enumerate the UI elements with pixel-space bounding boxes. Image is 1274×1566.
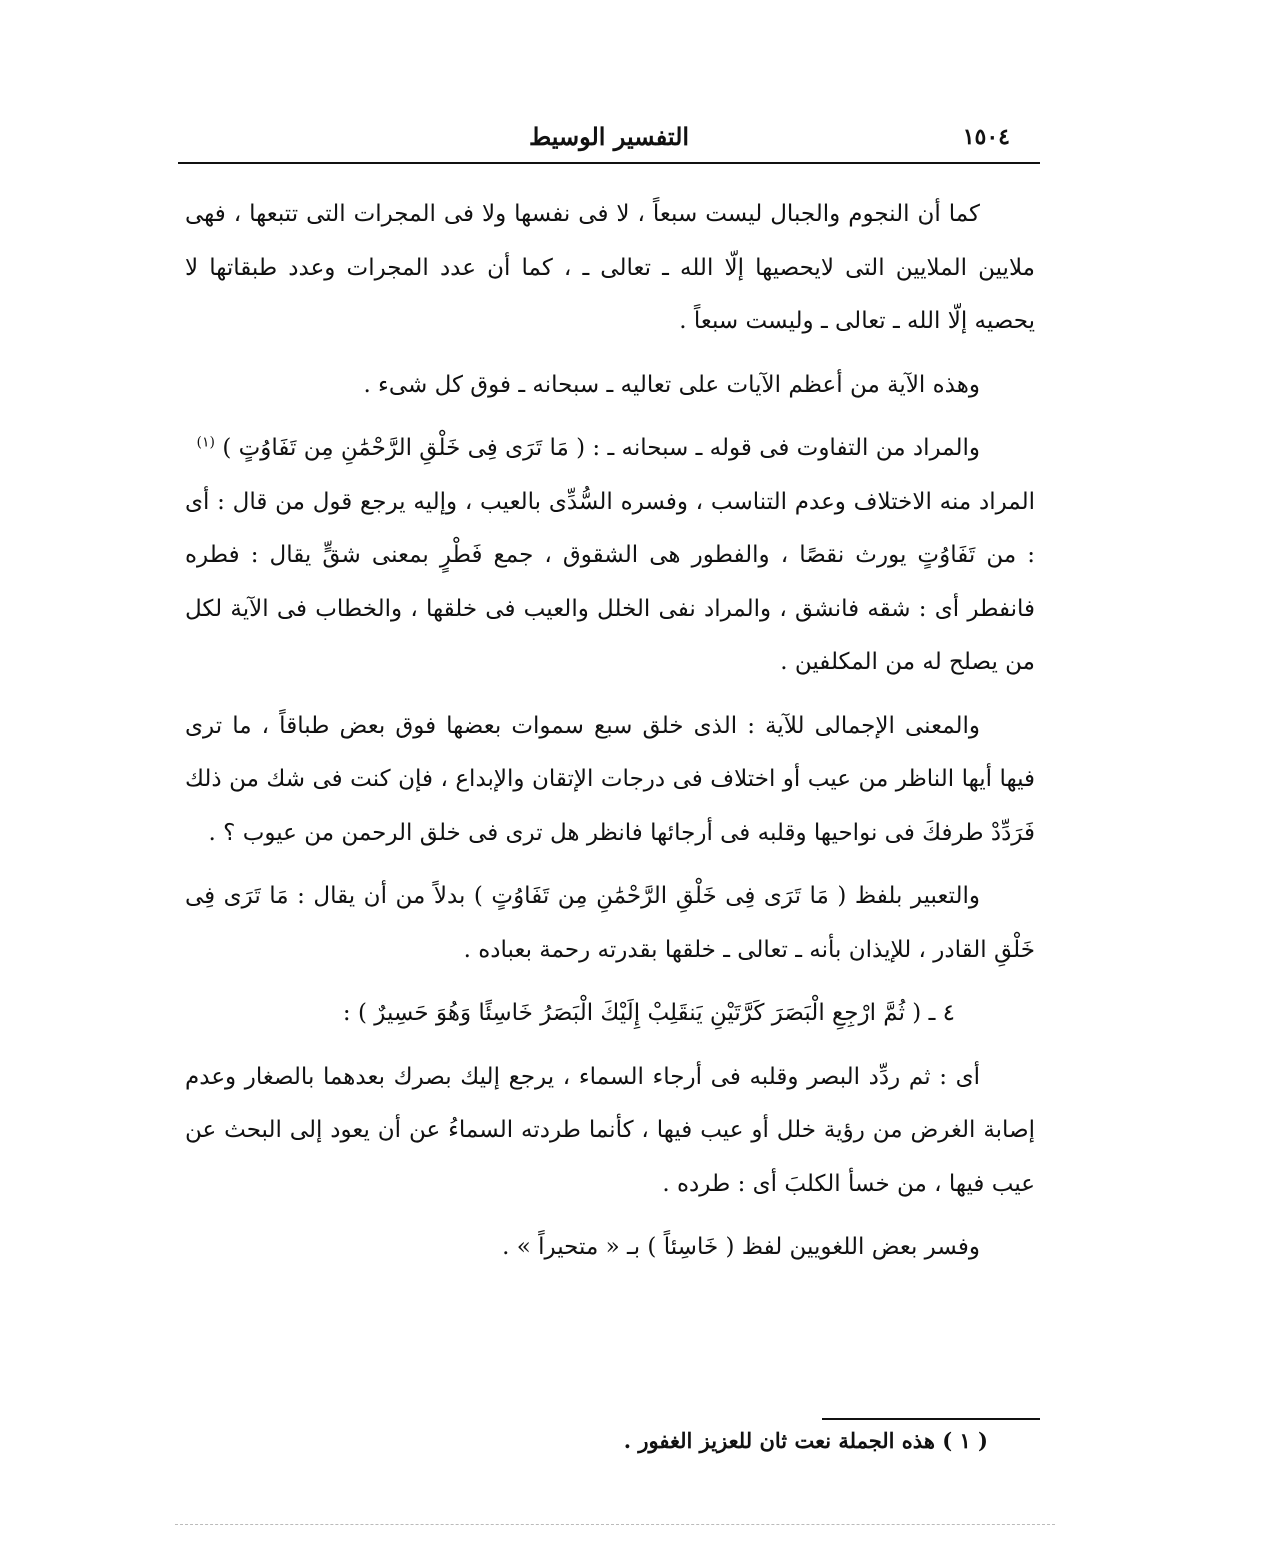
scan-edge-line xyxy=(175,1524,1055,1525)
page-number: ١٥٠٤ xyxy=(962,124,1010,150)
paragraph-greatest-verse: وهذه الآية من أعظم الآيات على تعاليه ـ سبحانه ـ فوق كل شىء . xyxy=(363,371,980,398)
paragraph-verse-explanation: أى : ثم ردِّد البصر وقلبه فى أرجاء السماء ، يرجع إليك بصرك بعدهما بالصغار وعدم إصابة الغرض من رؤية خلل أو عيب فيها ، كأنما طردته السماءُ عن أن يعود إلى البحث عن عيب فيها ، من خسأ الكلبَ أى : طرده . xyxy=(185,1063,1035,1197)
paragraph-stars-mountains: كما أن النجوم والجبال ليست سبعاً ، لا فى نفسها ولا فى المجرات التى تتبعها ، فهى ملايين الملايين التى لايحصيها إلّا الله ـ تعالى ـ ، كما أن عدد المجرات وعدد طبقاتها لا يحصيه إلّا الله ـ تعالى ـ وليست سبعاً . xyxy=(185,201,1035,334)
footnote-reference: (١) xyxy=(196,434,215,451)
paragraph-expression: والتعبير بلفظ ( مَا تَرَى فِى خَلْقِ الرَّحْمَٰنِ مِن تَفَاوُتٍ ) بدلاً من أن يقال : مَا تَرَى فِى خَلْقِ القادر ، للإيذان بأنه ـ تعالى ـ خلقها بقدرته رحمة بعباده . xyxy=(185,883,1035,963)
tafawut-verse-text: والمراد من التفاوت فى قوله ـ سبحانه ـ : ( مَا تَرَى فِى خَلْقِ الرَّحْمَٰنِ مِن تَفَاوُتٍ ) xyxy=(222,435,980,461)
running-title: التفسير الوسيط xyxy=(528,122,690,151)
paragraph-linguists: وفسر بعض اللغويين لفظ ( خَاسِئاً ) بـ « متحيراً » . xyxy=(502,1234,980,1260)
body-text xyxy=(185,188,1035,1275)
page-header xyxy=(178,118,1040,164)
footnote: ( ١ ) هذه الجملة نعت ثان للعزيز الغفور . xyxy=(623,1428,988,1453)
paragraph-general-meaning: والمعنى الإجمالى للآية : الذى خلق سبع سموات بعضها فوق بعض طباقاً ، ما ترى فيها أيها الناظر من عيب أو اختلاف فى درجات الإتقان والإبداع ، فإن كنت فى شك من ذلك فَرَدِّدْ طرفكَ فى نواحيها وقلبه فى أرجائها فانظر هل ترى فى خلق الرحمن من عيوب ؟ . xyxy=(185,712,1035,846)
footnote-divider xyxy=(822,1418,1040,1420)
quranic-verse-4: ٤ ـ ( ثُمَّ ارْجِعِ الْبَصَرَ كَرَّتَيْنِ يَنقَلِبْ إِلَيْكَ الْبَصَرُ خَاسِئًا وَهُوَ حَسِيرٌ ) : xyxy=(342,1000,955,1026)
paragraph-tafawut-meaning: المراد منه الاختلاف وعدم التناسب ، وفسره السُّدِّى بالعيب ، وإليه يرجع قول من قال : أى : من تَفَاوُتٍ يورث نقصًا ، والفطور هى الشقوق ، جمع فَطْرٍ بمعنى شقٍّ يقال : فطره فانفطر أى : شقه فانشق ، والمراد نفى الخلل والعيب فى خلقها ، والخطاب فى الآية لكل من يصلح له من المكلفين . xyxy=(185,488,1035,675)
paragraph-tafawut-verse xyxy=(185,422,1035,476)
